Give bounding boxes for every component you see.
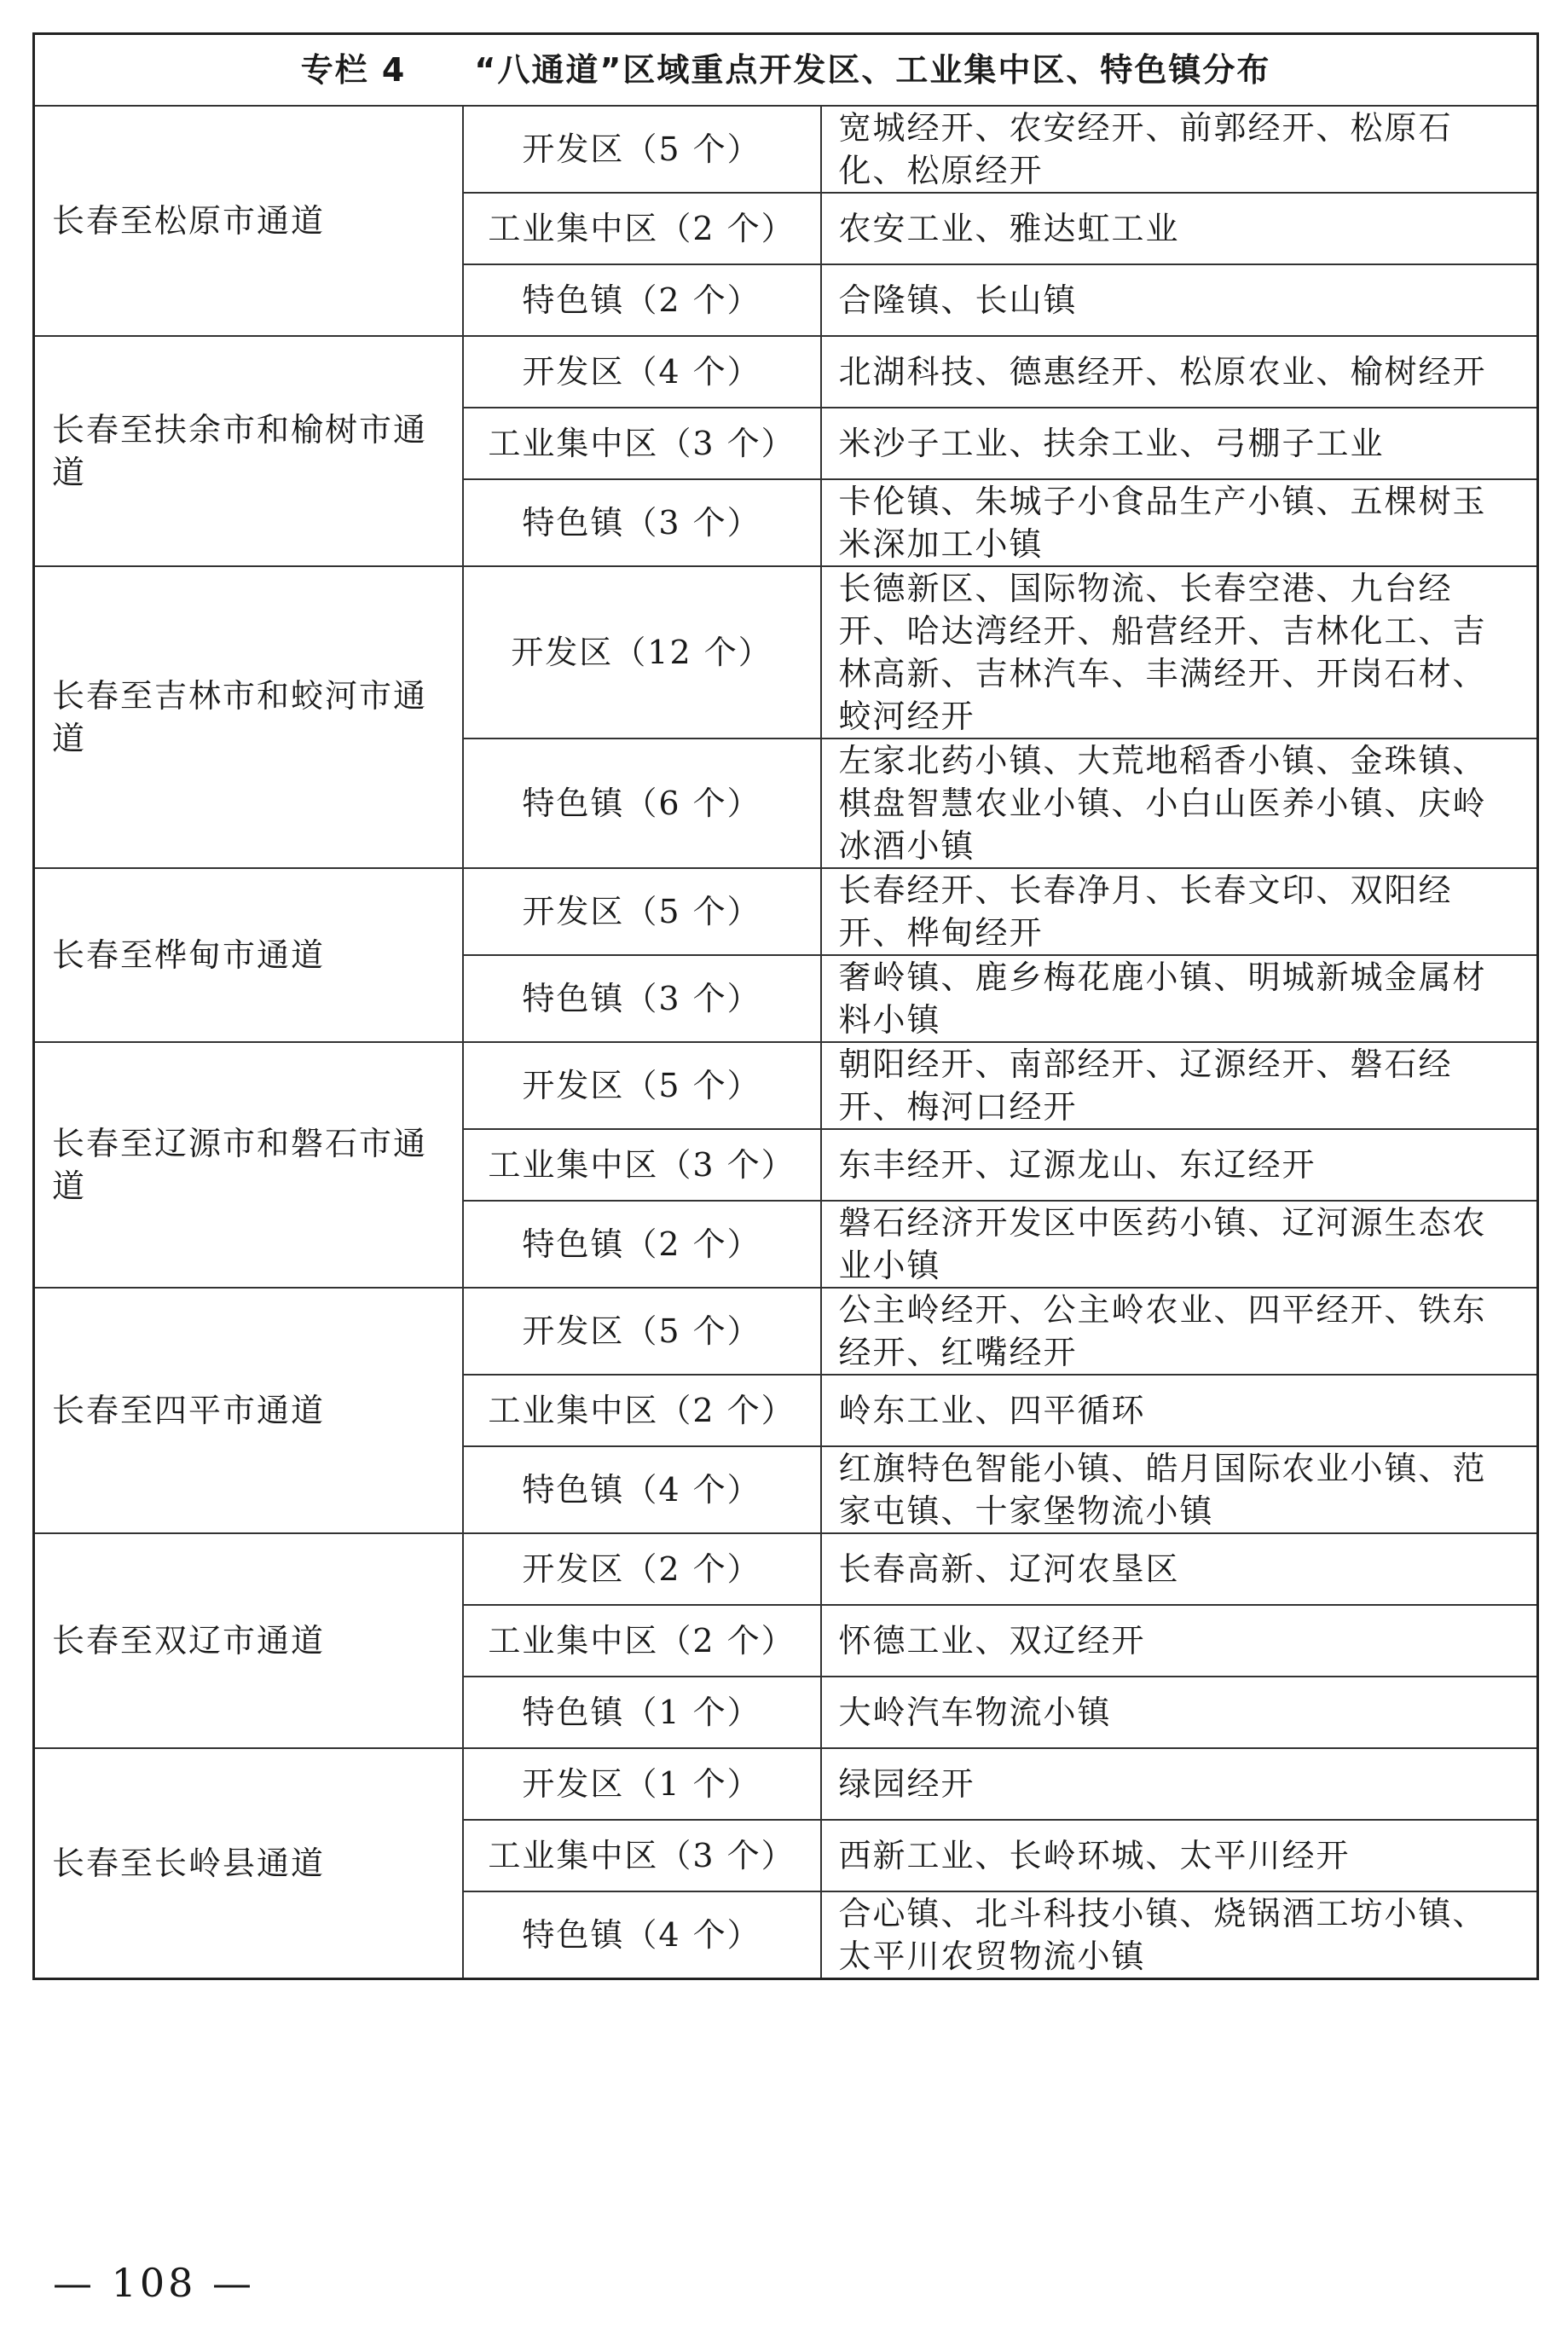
- column-number: 专栏 4: [300, 51, 407, 89]
- zone-items-cell: 长德新区、国际物流、长春空港、九台经开、哈达湾经开、船营经开、吉林化工、吉林高新、吉林汽车、丰满经开、开岗石材、蛟河经开: [821, 566, 1538, 738]
- distribution-table-container: [32, 32, 1536, 1980]
- zone-type-cell: 开发区（5 个）: [463, 106, 821, 193]
- zone-type-cell: 工业集中区（2 个）: [463, 1605, 821, 1677]
- zone-type-cell: 特色镇（2 个）: [463, 264, 821, 336]
- table-row: [34, 1042, 1538, 1129]
- zone-type-cell: 开发区（5 个）: [463, 868, 821, 955]
- zone-type-cell: 工业集中区（3 个）: [463, 408, 821, 479]
- zone-items-cell: 卡伦镇、朱城子小食品生产小镇、五棵树玉米深加工小镇: [821, 479, 1538, 566]
- zone-type-cell: 特色镇（4 个）: [463, 1891, 821, 1979]
- zone-items-cell: 合隆镇、长山镇: [821, 264, 1538, 336]
- distribution-table: [32, 32, 1539, 1980]
- channel-name-cell: 长春至四平市通道: [34, 1288, 463, 1533]
- zone-items-cell: 磐石经济开发区中医药小镇、辽河源生态农业小镇: [821, 1201, 1538, 1288]
- zone-type-cell: 工业集中区（2 个）: [463, 1375, 821, 1446]
- zone-items-cell: 绿园经开: [821, 1748, 1538, 1820]
- zone-type-cell: 工业集中区（3 个）: [463, 1820, 821, 1891]
- table-row: [34, 106, 1538, 193]
- zone-type-cell: 开发区（4 个）: [463, 336, 821, 408]
- channel-name-cell: 长春至吉林市和蛟河市通道: [34, 566, 463, 868]
- zone-items-cell: 北湖科技、德惠经开、松原农业、榆树经开: [821, 336, 1538, 408]
- zone-items-cell: 农安工业、雅达虹工业: [821, 193, 1538, 264]
- table-row: [34, 1748, 1538, 1820]
- table-row: [34, 566, 1538, 738]
- zone-items-cell: 左家北药小镇、大荒地稻香小镇、金珠镇、棋盘智慧农业小镇、小白山医养小镇、庆岭冰酒小镇: [821, 738, 1538, 868]
- zone-items-cell: 宽城经开、农安经开、前郭经开、松原石化、松原经开: [821, 106, 1538, 193]
- zone-type-cell: 开发区（2 个）: [463, 1533, 821, 1605]
- channel-name-cell: 长春至松原市通道: [34, 106, 463, 336]
- zone-items-cell: 岭东工业、四平循环: [821, 1375, 1538, 1446]
- channel-name-cell: 长春至辽源市和磐石市通道: [34, 1042, 463, 1288]
- channel-name-cell: 长春至桦甸市通道: [34, 868, 463, 1042]
- zone-items-cell: 东丰经开、辽源龙山、东辽经开: [821, 1129, 1538, 1201]
- zone-type-cell: 工业集中区（3 个）: [463, 1129, 821, 1201]
- zone-type-cell: 特色镇（2 个）: [463, 1201, 821, 1288]
- zone-type-cell: 开发区（5 个）: [463, 1288, 821, 1375]
- table-row: [34, 868, 1538, 955]
- zone-type-cell: 特色镇（6 个）: [463, 738, 821, 868]
- zone-type-cell: 特色镇（3 个）: [463, 479, 821, 566]
- title-text: “八通道”区域重点开发区、工业集中区、特色镇分布: [474, 51, 1271, 89]
- zone-items-cell: 长春经开、长春净月、长春文印、双阳经开、桦甸经开: [821, 868, 1538, 955]
- zone-items-cell: 红旗特色智能小镇、皓月国际农业小镇、范家屯镇、十家堡物流小镇: [821, 1446, 1538, 1533]
- page-number: — 108 —: [53, 2260, 256, 2306]
- channel-name-cell: 长春至长岭县通道: [34, 1748, 463, 1979]
- zone-type-cell: 特色镇（4 个）: [463, 1446, 821, 1533]
- zone-items-cell: 合心镇、北斗科技小镇、烧锅酒工坊小镇、太平川农贸物流小镇: [821, 1891, 1538, 1979]
- zone-type-cell: 特色镇（3 个）: [463, 955, 821, 1042]
- table-row: [34, 1288, 1538, 1375]
- zone-items-cell: 西新工业、长岭环城、太平川经开: [821, 1820, 1538, 1891]
- zone-type-cell: 开发区（12 个）: [463, 566, 821, 738]
- zone-items-cell: 奢岭镇、鹿乡梅花鹿小镇、明城新城金属材料小镇: [821, 955, 1538, 1042]
- zone-items-cell: 怀德工业、双辽经开: [821, 1605, 1538, 1677]
- zone-type-cell: 开发区（1 个）: [463, 1748, 821, 1820]
- zone-items-cell: 大岭汽车物流小镇: [821, 1677, 1538, 1748]
- zone-items-cell: 朝阳经开、南部经开、辽源经开、磐石经开、梅河口经开: [821, 1042, 1538, 1129]
- channel-name-cell: 长春至双辽市通道: [34, 1533, 463, 1748]
- title-row: [34, 34, 1538, 107]
- channel-name-cell: 长春至扶余市和榆树市通道: [34, 336, 463, 566]
- zone-type-cell: 开发区（5 个）: [463, 1042, 821, 1129]
- zone-items-cell: 长春高新、辽河农垦区: [821, 1533, 1538, 1605]
- zone-type-cell: 工业集中区（2 个）: [463, 193, 821, 264]
- table-body: [34, 34, 1538, 1979]
- zone-type-cell: 特色镇（1 个）: [463, 1677, 821, 1748]
- table-row: [34, 336, 1538, 408]
- zone-items-cell: 公主岭经开、公主岭农业、四平经开、铁东经开、红嘴经开: [821, 1288, 1538, 1375]
- table-title: [34, 34, 1538, 107]
- zone-items-cell: 米沙子工业、扶余工业、弓棚子工业: [821, 408, 1538, 479]
- table-row: [34, 1533, 1538, 1605]
